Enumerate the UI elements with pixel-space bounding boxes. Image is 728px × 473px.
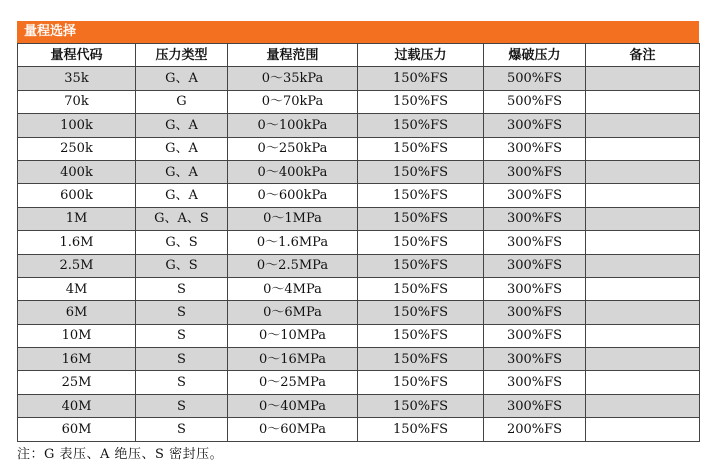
range-code-cell: 16M bbox=[18, 348, 136, 371]
range-code-cell: 35k bbox=[18, 67, 136, 90]
range-code-cell: 40M bbox=[18, 394, 136, 417]
overload-cell: 150%FS bbox=[358, 231, 484, 254]
remark-cell bbox=[586, 418, 700, 441]
table-row bbox=[18, 184, 700, 207]
range-cell: 0～60MPa bbox=[228, 418, 358, 441]
pressure-type-cell: G、A bbox=[136, 67, 228, 90]
table-row bbox=[18, 114, 700, 137]
pressure-type-cell: G、A bbox=[136, 160, 228, 183]
remark-cell bbox=[586, 160, 700, 183]
remark-cell bbox=[586, 394, 700, 417]
pressure-type-cell: G、S bbox=[136, 231, 228, 254]
overload-cell: 150%FS bbox=[358, 160, 484, 183]
table-body bbox=[18, 67, 700, 441]
burst-cell: 300%FS bbox=[484, 231, 586, 254]
remark-cell bbox=[586, 231, 700, 254]
burst-cell: 300%FS bbox=[484, 207, 586, 230]
burst-cell: 300%FS bbox=[484, 394, 586, 417]
overload-cell: 150%FS bbox=[358, 348, 484, 371]
overload-cell: 150%FS bbox=[358, 184, 484, 207]
overload-cell: 150%FS bbox=[358, 254, 484, 277]
range-code-cell: 100k bbox=[18, 114, 136, 137]
overload-cell: 150%FS bbox=[358, 301, 484, 324]
range-code-cell: 60M bbox=[18, 418, 136, 441]
remark-cell bbox=[586, 184, 700, 207]
range-cell: 0～2.5MPa bbox=[228, 254, 358, 277]
burst-cell: 300%FS bbox=[484, 324, 586, 347]
table-row bbox=[18, 67, 700, 90]
pressure-type-cell: S bbox=[136, 418, 228, 441]
burst-cell: 300%FS bbox=[484, 114, 586, 137]
column-header: 过载压力 bbox=[358, 44, 484, 67]
burst-cell: 300%FS bbox=[484, 160, 586, 183]
burst-cell: 300%FS bbox=[484, 254, 586, 277]
range-cell: 0～250kPa bbox=[228, 137, 358, 160]
range-code-cell: 10M bbox=[18, 324, 136, 347]
table-row bbox=[18, 301, 700, 324]
remark-cell bbox=[586, 254, 700, 277]
table-row bbox=[18, 207, 700, 230]
range-code-cell: 2.5M bbox=[18, 254, 136, 277]
range-cell: 0～10MPa bbox=[228, 324, 358, 347]
overload-cell: 150%FS bbox=[358, 90, 484, 113]
range-cell: 0～4MPa bbox=[228, 277, 358, 300]
range-cell: 0～400kPa bbox=[228, 160, 358, 183]
burst-cell: 500%FS bbox=[484, 67, 586, 90]
range-code-cell: 400k bbox=[18, 160, 136, 183]
overload-cell: 150%FS bbox=[358, 277, 484, 300]
range-code-cell: 25M bbox=[18, 371, 136, 394]
remark-cell bbox=[586, 114, 700, 137]
pressure-type-cell: G、A bbox=[136, 137, 228, 160]
column-header: 量程代码 bbox=[18, 44, 136, 67]
overload-cell: 150%FS bbox=[358, 67, 484, 90]
range-code-cell: 70k bbox=[18, 90, 136, 113]
range-cell: 0～25MPa bbox=[228, 371, 358, 394]
pressure-type-cell: S bbox=[136, 348, 228, 371]
remark-cell bbox=[586, 324, 700, 347]
table-row bbox=[18, 137, 700, 160]
range-code-cell: 1.6M bbox=[18, 231, 136, 254]
section-title: 量程选择 bbox=[17, 21, 699, 43]
burst-cell: 300%FS bbox=[484, 137, 586, 160]
burst-cell: 500%FS bbox=[484, 90, 586, 113]
burst-cell: 200%FS bbox=[484, 418, 586, 441]
range-code-cell: 6M bbox=[18, 301, 136, 324]
table-row bbox=[18, 394, 700, 417]
pressure-type-cell: S bbox=[136, 371, 228, 394]
remark-cell bbox=[586, 207, 700, 230]
range-cell: 0～600kPa bbox=[228, 184, 358, 207]
remark-cell bbox=[586, 348, 700, 371]
table-row bbox=[18, 418, 700, 441]
table-row bbox=[18, 231, 700, 254]
pressure-type-cell: G、A、S bbox=[136, 207, 228, 230]
footnote: 注：G 表压、A 绝压、S 密封压。 bbox=[17, 447, 224, 462]
remark-cell bbox=[586, 137, 700, 160]
pressure-type-cell: S bbox=[136, 394, 228, 417]
range-code-cell: 1M bbox=[18, 207, 136, 230]
pressure-type-cell: G、S bbox=[136, 254, 228, 277]
remark-cell bbox=[586, 277, 700, 300]
range-cell: 0～100kPa bbox=[228, 114, 358, 137]
range-cell: 0～6MPa bbox=[228, 301, 358, 324]
remark-cell bbox=[586, 67, 700, 90]
range-code-cell: 4M bbox=[18, 277, 136, 300]
overload-cell: 150%FS bbox=[358, 324, 484, 347]
overload-cell: 150%FS bbox=[358, 418, 484, 441]
pressure-type-cell: S bbox=[136, 277, 228, 300]
range-cell: 0～1.6MPa bbox=[228, 231, 358, 254]
remark-cell bbox=[586, 90, 700, 113]
range-cell: 0～35kPa bbox=[228, 67, 358, 90]
table-row bbox=[18, 348, 700, 371]
range-selection-section bbox=[17, 21, 699, 442]
table-row bbox=[18, 90, 700, 113]
overload-cell: 150%FS bbox=[358, 114, 484, 137]
table-row bbox=[18, 277, 700, 300]
range-code-cell: 600k bbox=[18, 184, 136, 207]
range-cell: 0～16MPa bbox=[228, 348, 358, 371]
range-table bbox=[17, 43, 700, 442]
burst-cell: 300%FS bbox=[484, 184, 586, 207]
column-header: 备注 bbox=[586, 44, 700, 67]
burst-cell: 300%FS bbox=[484, 301, 586, 324]
burst-cell: 300%FS bbox=[484, 371, 586, 394]
column-header: 量程范围 bbox=[228, 44, 358, 67]
range-cell: 0～70kPa bbox=[228, 90, 358, 113]
column-header: 压力类型 bbox=[136, 44, 228, 67]
burst-cell: 300%FS bbox=[484, 277, 586, 300]
column-header: 爆破压力 bbox=[484, 44, 586, 67]
table-row bbox=[18, 160, 700, 183]
overload-cell: 150%FS bbox=[358, 137, 484, 160]
table-header-row bbox=[18, 44, 700, 67]
pressure-type-cell: G、A bbox=[136, 184, 228, 207]
pressure-type-cell: S bbox=[136, 324, 228, 347]
table-row bbox=[18, 371, 700, 394]
table-row bbox=[18, 324, 700, 347]
overload-cell: 150%FS bbox=[358, 207, 484, 230]
burst-cell: 300%FS bbox=[484, 348, 586, 371]
overload-cell: 150%FS bbox=[358, 394, 484, 417]
pressure-type-cell: G bbox=[136, 90, 228, 113]
pressure-type-cell: S bbox=[136, 301, 228, 324]
range-code-cell: 250k bbox=[18, 137, 136, 160]
overload-cell: 150%FS bbox=[358, 371, 484, 394]
range-cell: 0～1MPa bbox=[228, 207, 358, 230]
table-row bbox=[18, 254, 700, 277]
range-cell: 0～40MPa bbox=[228, 394, 358, 417]
remark-cell bbox=[586, 371, 700, 394]
remark-cell bbox=[586, 301, 700, 324]
pressure-type-cell: G、A bbox=[136, 114, 228, 137]
